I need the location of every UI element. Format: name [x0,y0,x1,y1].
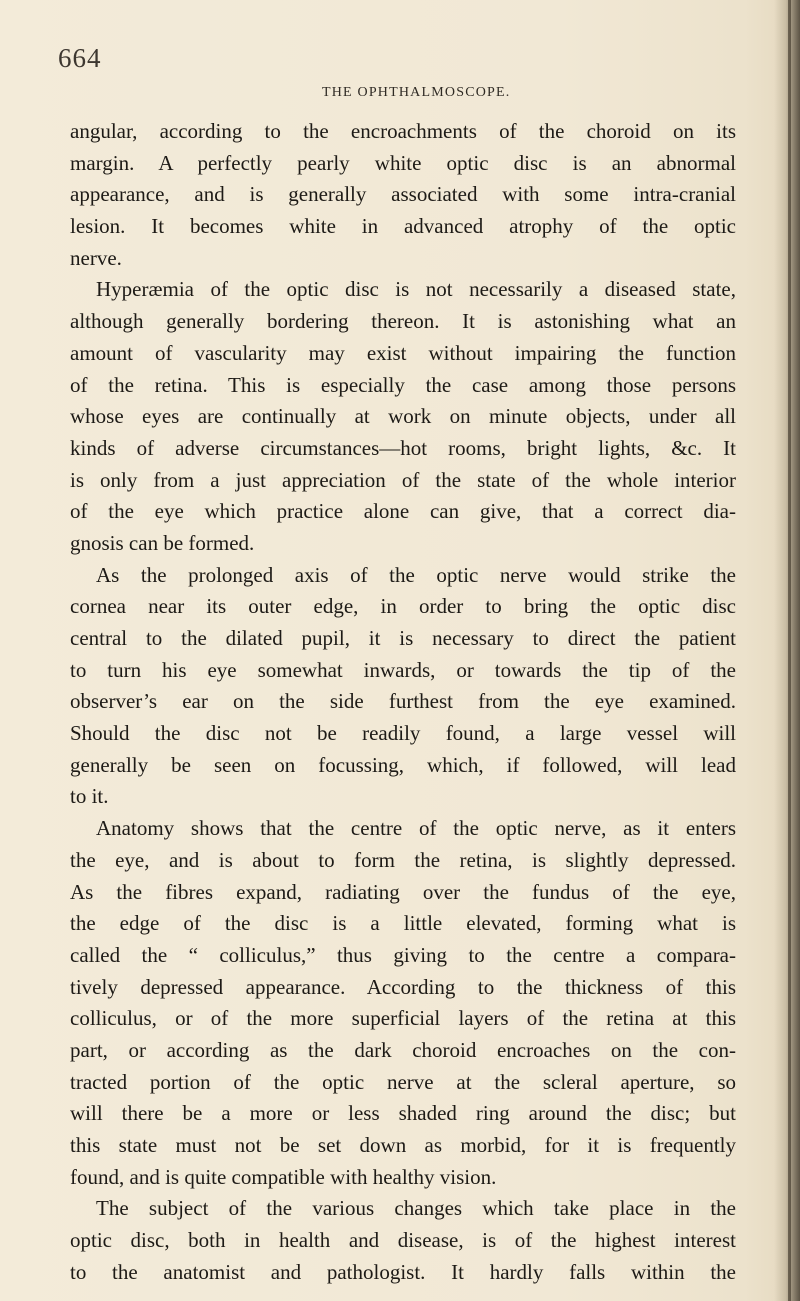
text-line: will there be a more or less shaded ring around the disc; but [70,1101,736,1126]
text-line: Anatomy shows that the centre of the optic nerve, as it enters [96,816,736,841]
text-line: the eye, and is about to form the retina, is slightly depressed. [70,847,736,872]
text-line: cornea near its outer edge, in order to bring the optic disc [70,594,736,619]
text-line: of the retina. This is especially the case among those persons [70,372,736,397]
text-line: angular, according to the encroachments of the choroid on its [70,119,736,143]
text-line: of the eye which practice alone can give, that a correct dia- [70,499,736,524]
text-line: appearance, and is generally associated with some intra-cranial [70,182,736,207]
text-line: nerve. [70,245,122,270]
text-line: generally be seen on focussing, which, if followed, will lead [70,752,736,777]
text-line: amount of vascularity may exist without impairing the function [70,340,736,365]
body-text [70,116,736,1288]
text-line: Should the disc not be readily found, a large vessel will [70,721,736,746]
page-binding-shadow [774,0,800,1301]
text-line: whose eyes are continually at work on minute objects, under all [70,404,736,429]
text-line: to turn his eye somewhat inwards, or towards the tip of the [70,657,736,682]
text-line: lesion. It becomes white in advanced atrophy of the optic [70,214,736,239]
text-line: tracted portion of the optic nerve at the scleral aperture, so [70,1069,736,1094]
text-line: As the prolonged axis of the optic nerve would strike the [96,562,736,587]
text-line: is only from a just appreciation of the state of the whole interior [70,467,736,492]
text-line: The subject of the various changes which take place in the [96,1196,736,1221]
text-line: part, or according as the dark choroid encroaches on the con- [70,1037,736,1062]
text-line: this state must not be set down as morbid, for it is frequently [70,1133,736,1157]
text-line: called the “ colliculus,” thus giving to the centre a compara- [70,942,736,967]
text-line: central to the dilated pupil, it is necessary to direct the patient [70,626,736,650]
text-line: to the anatomist and pathologist. It hardly falls within the [70,1259,736,1284]
text-line: colliculus, or of the more superficial layers of the retina at this [70,1006,736,1031]
text-line: the edge of the disc is a little elevated, forming what is [70,911,736,936]
text-line: observer’s ear on the side furthest from the eye examined. [70,689,736,714]
text-line: although generally bordering thereon. It is astonishing what an [70,309,736,334]
text-line: found, and is quite compatible with healthy vision. [70,1164,497,1189]
page-binding-edge [788,0,791,1301]
running-title: THE OPHTHALMOSCOPE. [322,85,511,100]
text-line: margin. A perfectly pearly white optic disc is an abnormal [70,150,736,175]
text-line: kinds of adverse circumstances—hot rooms, bright lights, &c. It [70,435,736,460]
page-number: 664 [58,43,102,73]
text-line: to it. [70,784,109,809]
text-line: tively depressed appearance. According to the thickness of this [70,974,736,999]
text-line: optic disc, both in health and disease, is of the highest interest [70,1228,736,1253]
text-line: As the fibres expand, radiating over the fundus of the eye, [70,879,736,904]
text-line: Hyperæmia of the optic disc is not necessarily a diseased state, [96,277,736,302]
text-line: gnosis can be formed. [70,530,255,555]
